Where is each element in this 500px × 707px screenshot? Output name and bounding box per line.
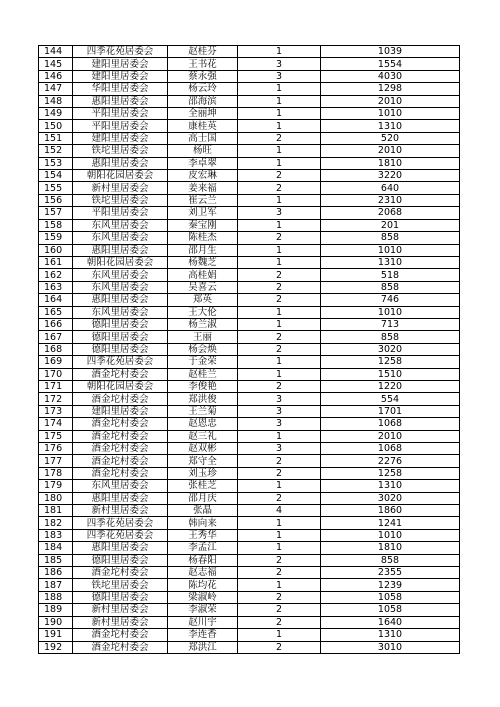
- household-count-cell: 2: [238, 567, 321, 579]
- table-row: [39, 244, 460, 256]
- amount-cell: 713: [321, 318, 460, 330]
- household-count-cell: 1: [238, 318, 321, 330]
- row-number-cell: 184: [39, 542, 73, 554]
- table-row: [39, 58, 460, 70]
- amount-cell: 858: [321, 232, 460, 244]
- household-count-cell: 4: [238, 505, 321, 517]
- row-number-cell: 188: [39, 591, 73, 603]
- row-number-cell: 186: [39, 567, 73, 579]
- row-number-cell: 180: [39, 492, 73, 504]
- table-row: [39, 591, 460, 603]
- amount-cell: 1010: [321, 108, 460, 120]
- person-name-cell: 高桂娟: [168, 269, 238, 281]
- table-row: [39, 480, 460, 492]
- person-name-cell: 李俊艳: [168, 380, 238, 392]
- amount-cell: 1298: [321, 83, 460, 95]
- household-count-cell: 2: [238, 380, 321, 392]
- person-name-cell: 杨云玲: [168, 83, 238, 95]
- amount-cell: 1310: [321, 629, 460, 641]
- amount-cell: 2010: [321, 95, 460, 107]
- table-row: [39, 443, 460, 455]
- table-row: [39, 393, 460, 405]
- table-row: [39, 331, 460, 343]
- row-number-cell: 165: [39, 306, 73, 318]
- row-number-cell: 167: [39, 331, 73, 343]
- amount-cell: 3020: [321, 492, 460, 504]
- row-number-cell: 154: [39, 170, 73, 182]
- household-count-cell: 1: [238, 244, 321, 256]
- amount-cell: 1810: [321, 157, 460, 169]
- row-number-cell: 159: [39, 232, 73, 244]
- amount-cell: 4030: [321, 70, 460, 82]
- person-name-cell: 赵桂兰: [168, 368, 238, 380]
- household-count-cell: 1: [238, 157, 321, 169]
- row-number-cell: 155: [39, 182, 73, 194]
- community-cell: 酒金坨村委会: [73, 368, 168, 380]
- row-number-cell: 178: [39, 467, 73, 479]
- amount-cell: 858: [321, 331, 460, 343]
- row-number-cell: 148: [39, 95, 73, 107]
- row-number-cell: 189: [39, 604, 73, 616]
- household-count-cell: 1: [238, 430, 321, 442]
- person-name-cell: 王大伦: [168, 306, 238, 318]
- person-name-cell: 蔡永强: [168, 70, 238, 82]
- amount-cell: 1640: [321, 616, 460, 628]
- row-number-cell: 185: [39, 554, 73, 566]
- community-cell: 德阳里居委会: [73, 331, 168, 343]
- community-cell: 新村里居委会: [73, 505, 168, 517]
- amount-cell: 1010: [321, 529, 460, 541]
- row-number-cell: 162: [39, 269, 73, 281]
- person-name-cell: 王兰菊: [168, 405, 238, 417]
- row-number-cell: 168: [39, 343, 73, 355]
- household-count-cell: 3: [238, 393, 321, 405]
- row-number-cell: 161: [39, 256, 73, 268]
- community-cell: 建阳里居委会: [73, 58, 168, 70]
- community-cell: 新村里居委会: [73, 182, 168, 194]
- community-cell: 酒金坨村委会: [73, 443, 168, 455]
- row-number-cell: 157: [39, 207, 73, 219]
- row-number-cell: 190: [39, 616, 73, 628]
- table-row: [39, 567, 460, 579]
- person-name-cell: 韩向来: [168, 517, 238, 529]
- amount-cell: 2276: [321, 455, 460, 467]
- amount-cell: 3220: [321, 170, 460, 182]
- community-cell: 四季花苑居委会: [73, 356, 168, 368]
- table-body: [39, 46, 460, 654]
- household-count-cell: 2: [238, 591, 321, 603]
- person-name-cell: 郑英: [168, 294, 238, 306]
- amount-cell: 1310: [321, 256, 460, 268]
- amount-cell: 2010: [321, 430, 460, 442]
- row-number-cell: 153: [39, 157, 73, 169]
- community-cell: 建阳里居委会: [73, 405, 168, 417]
- row-number-cell: 192: [39, 641, 73, 653]
- row-number-cell: 156: [39, 194, 73, 206]
- household-count-cell: 1: [238, 219, 321, 231]
- person-name-cell: 康桂英: [168, 120, 238, 132]
- amount-cell: 518: [321, 269, 460, 281]
- table-row: [39, 256, 460, 268]
- community-cell: 酒金坨村委会: [73, 418, 168, 430]
- household-count-cell: 3: [238, 418, 321, 430]
- person-name-cell: 郑洪俊: [168, 393, 238, 405]
- table-row: [39, 641, 460, 653]
- amount-cell: 1220: [321, 380, 460, 392]
- amount-cell: 1010: [321, 306, 460, 318]
- amount-cell: 1860: [321, 505, 460, 517]
- community-cell: 东风里居委会: [73, 232, 168, 244]
- table-row: [39, 430, 460, 442]
- household-count-cell: 3: [238, 207, 321, 219]
- row-number-cell: 160: [39, 244, 73, 256]
- table-row: [39, 505, 460, 517]
- table-row: [39, 629, 460, 641]
- household-count-cell: 2: [238, 343, 321, 355]
- row-number-cell: 171: [39, 380, 73, 392]
- table-row: [39, 455, 460, 467]
- amount-cell: 1241: [321, 517, 460, 529]
- person-name-cell: 杨旺: [168, 145, 238, 157]
- row-number-cell: 175: [39, 430, 73, 442]
- table-row: [39, 207, 460, 219]
- household-count-cell: 1: [238, 256, 321, 268]
- household-count-cell: 3: [238, 70, 321, 82]
- community-cell: 朝阳花园居委会: [73, 380, 168, 392]
- community-cell: 四季花苑居委会: [73, 529, 168, 541]
- row-number-cell: 149: [39, 108, 73, 120]
- person-name-cell: 邵月庆: [168, 492, 238, 504]
- person-name-cell: 张桂芝: [168, 480, 238, 492]
- household-count-cell: 2: [238, 331, 321, 343]
- row-number-cell: 147: [39, 83, 73, 95]
- row-number-cell: 174: [39, 418, 73, 430]
- row-number-cell: 151: [39, 132, 73, 144]
- community-cell: 新村里居委会: [73, 604, 168, 616]
- row-number-cell: 145: [39, 58, 73, 70]
- person-name-cell: 李卓翠: [168, 157, 238, 169]
- community-cell: 朝阳花园居委会: [73, 256, 168, 268]
- community-cell: 惠阳里居委会: [73, 244, 168, 256]
- table-row: [39, 306, 460, 318]
- amount-cell: 520: [321, 132, 460, 144]
- community-cell: 德阳里居委会: [73, 343, 168, 355]
- community-cell: 四季花苑居委会: [73, 46, 168, 58]
- household-count-cell: 2: [238, 604, 321, 616]
- table-row: [39, 542, 460, 554]
- row-number-cell: 158: [39, 219, 73, 231]
- household-count-cell: 2: [238, 616, 321, 628]
- community-cell: 铁坨里居委会: [73, 194, 168, 206]
- row-number-cell: 177: [39, 455, 73, 467]
- table-row: [39, 120, 460, 132]
- person-name-cell: 梁淑岭: [168, 591, 238, 603]
- table-row: [39, 132, 460, 144]
- table-row: [39, 170, 460, 182]
- household-count-cell: 2: [238, 455, 321, 467]
- row-number-cell: 181: [39, 505, 73, 517]
- person-name-cell: 陈均花: [168, 579, 238, 591]
- person-name-cell: 郑守全: [168, 455, 238, 467]
- row-number-cell: 173: [39, 405, 73, 417]
- amount-cell: 2068: [321, 207, 460, 219]
- person-name-cell: 皮宏琳: [168, 170, 238, 182]
- table-row: [39, 182, 460, 194]
- row-number-cell: 144: [39, 46, 73, 58]
- person-name-cell: 全丽坤: [168, 108, 238, 120]
- household-count-cell: 3: [238, 443, 321, 455]
- household-count-cell: 1: [238, 629, 321, 641]
- table-row: [39, 380, 460, 392]
- amount-cell: 1010: [321, 244, 460, 256]
- table-row: [39, 368, 460, 380]
- amount-cell: 2010: [321, 145, 460, 157]
- amount-cell: 858: [321, 554, 460, 566]
- community-cell: 东风里居委会: [73, 480, 168, 492]
- community-cell: 惠阳里居委会: [73, 157, 168, 169]
- person-name-cell: 张晶: [168, 505, 238, 517]
- table-row: [39, 492, 460, 504]
- community-cell: 东风里居委会: [73, 281, 168, 293]
- amount-cell: 1058: [321, 604, 460, 616]
- household-count-cell: 1: [238, 83, 321, 95]
- row-number-cell: 152: [39, 145, 73, 157]
- household-count-cell: 2: [238, 132, 321, 144]
- person-name-cell: 邵海滨: [168, 95, 238, 107]
- household-count-cell: 1: [238, 95, 321, 107]
- table-row: [39, 281, 460, 293]
- table-row: [39, 157, 460, 169]
- amount-cell: 1554: [321, 58, 460, 70]
- amount-cell: 1258: [321, 356, 460, 368]
- person-name-cell: 崔云兰: [168, 194, 238, 206]
- welfare-recipients-table: [38, 45, 460, 654]
- amount-cell: 1701: [321, 405, 460, 417]
- row-number-cell: 164: [39, 294, 73, 306]
- row-number-cell: 169: [39, 356, 73, 368]
- row-number-cell: 183: [39, 529, 73, 541]
- household-count-cell: 2: [238, 467, 321, 479]
- table-row: [39, 95, 460, 107]
- community-cell: 东风里居委会: [73, 306, 168, 318]
- community-cell: 惠阳里居委会: [73, 492, 168, 504]
- community-cell: 四季花苑居委会: [73, 517, 168, 529]
- row-number-cell: 150: [39, 120, 73, 132]
- row-number-cell: 176: [39, 443, 73, 455]
- community-cell: 平阳里居委会: [73, 108, 168, 120]
- row-number-cell: 163: [39, 281, 73, 293]
- household-count-cell: 1: [238, 368, 321, 380]
- household-count-cell: 1: [238, 579, 321, 591]
- community-cell: 惠阳里居委会: [73, 294, 168, 306]
- household-count-cell: 1: [238, 120, 321, 132]
- amount-cell: 1039: [321, 46, 460, 58]
- household-count-cell: 2: [238, 269, 321, 281]
- table-row: [39, 70, 460, 82]
- household-count-cell: 3: [238, 405, 321, 417]
- household-count-cell: 2: [238, 281, 321, 293]
- community-cell: 酒金坨村委会: [73, 467, 168, 479]
- table-row: [39, 83, 460, 95]
- table-row: [39, 579, 460, 591]
- community-cell: 东风里居委会: [73, 269, 168, 281]
- row-number-cell: 166: [39, 318, 73, 330]
- person-name-cell: 高士国: [168, 132, 238, 144]
- household-count-cell: 1: [238, 542, 321, 554]
- household-count-cell: 1: [238, 356, 321, 368]
- person-name-cell: 赵恩忠: [168, 418, 238, 430]
- table-row: [39, 604, 460, 616]
- table-row: [39, 529, 460, 541]
- table-row: [39, 554, 460, 566]
- row-number-cell: 172: [39, 393, 73, 405]
- person-name-cell: 杨兰淑: [168, 318, 238, 330]
- person-name-cell: 刘卫军: [168, 207, 238, 219]
- household-count-cell: 2: [238, 554, 321, 566]
- amount-cell: 640: [321, 182, 460, 194]
- table-row: [39, 616, 460, 628]
- amount-cell: 1310: [321, 480, 460, 492]
- community-cell: 德阳里居委会: [73, 554, 168, 566]
- row-number-cell: 179: [39, 480, 73, 492]
- amount-cell: 1068: [321, 443, 460, 455]
- amount-cell: 1068: [321, 418, 460, 430]
- table-row: [39, 343, 460, 355]
- household-count-cell: 1: [238, 108, 321, 120]
- person-name-cell: 陈桂杰: [168, 232, 238, 244]
- community-cell: 平阳里居委会: [73, 207, 168, 219]
- community-cell: 铁坨里居委会: [73, 145, 168, 157]
- amount-cell: 746: [321, 294, 460, 306]
- person-name-cell: 赵桂芬: [168, 46, 238, 58]
- household-count-cell: 1: [238, 480, 321, 492]
- row-number-cell: 182: [39, 517, 73, 529]
- row-number-cell: 146: [39, 70, 73, 82]
- table-row: [39, 356, 460, 368]
- person-name-cell: 王书花: [168, 58, 238, 70]
- amount-cell: 201: [321, 219, 460, 231]
- person-name-cell: 姜来福: [168, 182, 238, 194]
- table-row: [39, 46, 460, 58]
- household-count-cell: 2: [238, 641, 321, 653]
- amount-cell: 858: [321, 281, 460, 293]
- person-name-cell: 李淑荣: [168, 604, 238, 616]
- community-cell: 惠阳里居委会: [73, 542, 168, 554]
- community-cell: 酒金坨村委会: [73, 393, 168, 405]
- table-row: [39, 517, 460, 529]
- table-row: [39, 219, 460, 231]
- person-name-cell: 王丽: [168, 331, 238, 343]
- community-cell: 酒金坨村委会: [73, 455, 168, 467]
- person-name-cell: 赵川宇: [168, 616, 238, 628]
- amount-cell: 1258: [321, 467, 460, 479]
- row-number-cell: 191: [39, 629, 73, 641]
- amount-cell: 1058: [321, 591, 460, 603]
- amount-cell: 1810: [321, 542, 460, 554]
- row-number-cell: 170: [39, 368, 73, 380]
- row-number-cell: 187: [39, 579, 73, 591]
- household-count-cell: 1: [238, 529, 321, 541]
- household-count-cell: 2: [238, 492, 321, 504]
- household-count-cell: 2: [238, 232, 321, 244]
- community-cell: 建阳里居委会: [73, 132, 168, 144]
- person-name-cell: 秦宝刚: [168, 219, 238, 231]
- community-cell: 建阳里居委会: [73, 70, 168, 82]
- household-count-cell: 3: [238, 58, 321, 70]
- table-row: [39, 145, 460, 157]
- amount-cell: 2355: [321, 567, 460, 579]
- table-row: [39, 294, 460, 306]
- amount-cell: 1310: [321, 120, 460, 132]
- household-count-cell: 2: [238, 294, 321, 306]
- community-cell: 惠阳里居委会: [73, 95, 168, 107]
- table-row: [39, 269, 460, 281]
- table-row: [39, 467, 460, 479]
- household-count-cell: 2: [238, 182, 321, 194]
- person-name-cell: 吴喜云: [168, 281, 238, 293]
- person-name-cell: 王秀华: [168, 529, 238, 541]
- table-row: [39, 405, 460, 417]
- community-cell: 华阳里居委会: [73, 83, 168, 95]
- community-cell: 酒金坨村委会: [73, 430, 168, 442]
- community-cell: 酒金坨村委会: [73, 567, 168, 579]
- community-cell: 德阳里居委会: [73, 591, 168, 603]
- amount-cell: 1510: [321, 368, 460, 380]
- person-name-cell: 李连香: [168, 629, 238, 641]
- table-row: [39, 108, 460, 120]
- community-cell: 东风里居委会: [73, 219, 168, 231]
- person-name-cell: 杨会焕: [168, 343, 238, 355]
- person-name-cell: 郑洪江: [168, 641, 238, 653]
- person-name-cell: 李孟江: [168, 542, 238, 554]
- amount-cell: 554: [321, 393, 460, 405]
- household-count-cell: 1: [238, 145, 321, 157]
- community-cell: 酒金坨村委会: [73, 629, 168, 641]
- household-count-cell: 1: [238, 194, 321, 206]
- household-count-cell: 2: [238, 170, 321, 182]
- table-row: [39, 318, 460, 330]
- household-count-cell: 1: [238, 306, 321, 318]
- amount-cell: 3020: [321, 343, 460, 355]
- person-name-cell: 杨魏芝: [168, 256, 238, 268]
- community-cell: 新村里居委会: [73, 616, 168, 628]
- amount-cell: 1239: [321, 579, 460, 591]
- table-row: [39, 232, 460, 244]
- person-name-cell: 赵双彬: [168, 443, 238, 455]
- community-cell: 平阳里居委会: [73, 120, 168, 132]
- community-cell: 德阳里居委会: [73, 318, 168, 330]
- person-name-cell: 邵月生: [168, 244, 238, 256]
- person-name-cell: 杨春阳: [168, 554, 238, 566]
- table-row: [39, 194, 460, 206]
- community-cell: 酒金坨村委会: [73, 641, 168, 653]
- amount-cell: 3010: [321, 641, 460, 653]
- person-name-cell: 赵志福: [168, 567, 238, 579]
- amount-cell: 2310: [321, 194, 460, 206]
- household-count-cell: 1: [238, 517, 321, 529]
- person-name-cell: 赵三礼: [168, 430, 238, 442]
- table-row: [39, 418, 460, 430]
- community-cell: 朝阳花园居委会: [73, 170, 168, 182]
- person-name-cell: 于金荣: [168, 356, 238, 368]
- household-count-cell: 1: [238, 46, 321, 58]
- person-name-cell: 刘玉珍: [168, 467, 238, 479]
- community-cell: 铁坨里居委会: [73, 579, 168, 591]
